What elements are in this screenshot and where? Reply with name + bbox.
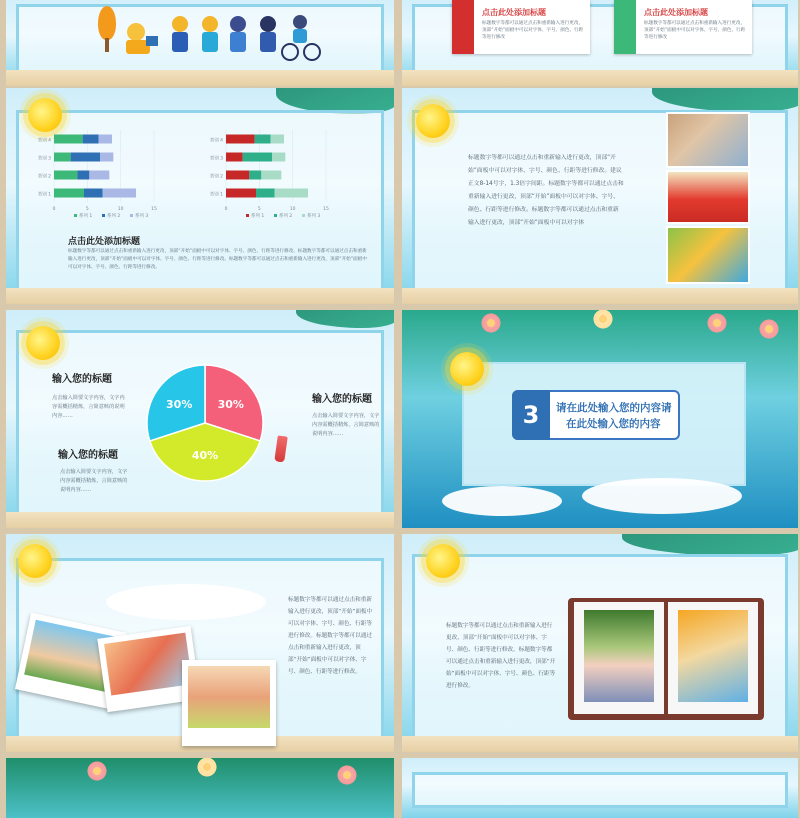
card-title: 点击此处添加标题 — [482, 8, 546, 17]
legend-label: 系列 1 — [251, 214, 265, 219]
bar — [226, 189, 256, 198]
photo-kids — [678, 610, 748, 702]
tick-label: 10 — [289, 207, 296, 212]
bar — [103, 189, 136, 198]
slide-bottom-right[interactable] — [402, 758, 798, 818]
section-line-2: 在此处输入您的内容 — [566, 418, 661, 430]
category-label: 类别 3 — [37, 156, 51, 162]
bar — [89, 171, 109, 180]
bar-chart-right — [206, 124, 376, 224]
tick-label: 15 — [151, 207, 157, 212]
bar — [255, 135, 271, 144]
flower-decoration — [706, 312, 728, 334]
card-title: 点击此处添加标题 — [644, 8, 708, 17]
photo-classroom — [666, 112, 750, 168]
sun-icon — [26, 326, 60, 360]
card-accent — [452, 0, 474, 54]
left-text-2: 点击输入简要文字内容，文字内容需概括精炼，言简意赅的说明内容…… — [60, 469, 128, 493]
card-accent — [614, 0, 636, 54]
slide-book[interactable] — [402, 534, 798, 752]
slide-bar-charts[interactable] — [6, 88, 394, 304]
flower-decoration — [196, 758, 218, 778]
title-card-1[interactable] — [452, 0, 590, 54]
legend-swatch — [74, 214, 77, 217]
slide-polaroids[interactable] — [6, 534, 394, 752]
category-label: 类别 2 — [209, 174, 223, 180]
slide-bottom-left[interactable] — [6, 758, 394, 818]
sun-icon — [426, 544, 460, 578]
card-text: 标题数字等都可以通过点击和重新输入进行更改，顶部“开始”面板中可以对字体、字号、颜色、行距等进行修改 — [482, 21, 584, 40]
bar — [226, 153, 243, 162]
body-text: 标题数字等都可以通过点击和重新输入进行更改，顶部“开始”面板中可以对字体、字号、颜色、行距等进行修改。建议正文8-14号字，1.3倍字间距。标题数字等都可以通过点击和重新输入进行更改，顶部“开始”面板中可以对字体、字号、颜色、行距等进行修改。标题数字等都可以通过点击和重新输入进行更改，顶部“开始”面板中可以对字体 — [468, 155, 624, 226]
legend-swatch — [274, 214, 277, 217]
tick-label: 15 — [323, 207, 329, 212]
slide-pie[interactable] — [6, 310, 394, 528]
slide-photos-text[interactable] — [402, 88, 798, 304]
polaroid-photo-3 — [182, 660, 276, 746]
pie-label: 40% — [191, 448, 219, 462]
bar — [84, 189, 103, 198]
photo-book — [568, 598, 764, 720]
bar — [243, 153, 272, 162]
slide-title-cards[interactable] — [402, 0, 798, 86]
section-title: 点击此处添加标题 — [68, 237, 141, 247]
tick-label: 10 — [117, 207, 124, 212]
left-text-1: 点击输入简要文字内容，文字内容需概括精炼，言简意赅的说明内容…… — [52, 395, 125, 419]
slide-characters[interactable] — [6, 0, 394, 86]
flower-decoration — [480, 312, 502, 334]
bar — [256, 189, 275, 198]
legend-swatch — [302, 214, 305, 217]
pie-label: 30% — [217, 398, 244, 412]
photo-kids-drawing — [666, 226, 750, 284]
bar — [54, 153, 71, 162]
legend-swatch — [130, 214, 133, 217]
category-label: 类别 3 — [209, 156, 223, 162]
palm-leaves — [296, 310, 394, 328]
bar-chart-left — [34, 124, 204, 224]
pie-chart — [140, 358, 270, 488]
bar — [261, 171, 281, 180]
title-card-2[interactable] — [614, 0, 752, 54]
legend-label: 系列 3 — [135, 214, 149, 219]
bar — [249, 171, 261, 180]
left-title-1: 输入您的标题 — [52, 374, 112, 385]
bar — [71, 153, 100, 162]
legend-swatch — [102, 214, 105, 217]
legend-swatch — [246, 214, 249, 217]
sun-icon — [416, 104, 450, 138]
palm-leaves — [622, 534, 798, 556]
legend-label: 系列 3 — [307, 214, 321, 219]
legend-label: 系列 2 — [279, 214, 293, 219]
photo-girl — [584, 610, 654, 702]
category-label: 类别 1 — [209, 192, 223, 198]
cloud — [582, 478, 742, 514]
slide-section[interactable] — [402, 310, 798, 528]
right-title: 输入您的标题 — [312, 394, 372, 405]
tree-illustration — [98, 6, 116, 40]
flower-decoration — [336, 764, 358, 786]
section-banner[interactable] — [512, 390, 680, 440]
category-label: 类别 2 — [37, 174, 51, 180]
photo-kids-red — [666, 170, 750, 224]
legend-label: 系列 1 — [79, 214, 93, 219]
bar — [77, 171, 89, 180]
bar — [272, 153, 285, 162]
bar — [54, 189, 84, 198]
bar — [226, 135, 255, 144]
bar — [271, 135, 284, 144]
tick-label: 0 — [52, 207, 56, 212]
sun-icon — [450, 352, 484, 386]
cloud — [442, 486, 562, 516]
body-text: 标题数字等都可以通过点击和重新输入进行更改，顶部“开始”面板中可以对字体、字号、颜色、行距等进行修改。标题数字等都可以通过点击和重新输入进行更改，顶部“开始”面板中可以对字体、字号、颜色、行距等进行修改。 — [446, 623, 556, 689]
cartoon-characters — [118, 10, 328, 62]
section-body: 标题数字等都可以通过点击和重新输入进行更改，顶部“开始”面板中可以对字体、字号、颜色、行距等进行修改。标题数字等都可以通过点击和重新输入进行更改，顶部“开始”面板中可以对字体、字号、颜色、行距等进行修改。标题数字等都可以通过点击和重新输入进行更改，顶部“开始”面板中可以对字体、字号、颜色、行距等进行修改。 — [68, 249, 367, 270]
category-label: 类别 4 — [37, 138, 51, 144]
tick-label: 5 — [257, 207, 261, 212]
body-text: 标题数字等都可以通过点击和重新输入进行更改，顶部“开始”面板中可以对字体、字号、颜色、行距等进行修改。标题数字等都可以通过点击和重新输入进行更改，顶部“开始”面板中可以对字体、字号、颜色、行距等进行修改。 — [288, 597, 373, 675]
bar — [83, 135, 99, 144]
bar — [100, 153, 113, 162]
card-text: 标题数字等都可以通过点击和重新输入进行更改，顶部“开始”面板中可以对字体、字号、颜色、行距等进行修改 — [644, 21, 746, 40]
right-text: 点击输入简要文字内容，文字内容需概括精炼，言简意赅的说明内容…… — [312, 413, 380, 437]
section-line-1: 请在此处输入您的内容请 — [556, 402, 672, 414]
left-title-2: 输入您的标题 — [58, 450, 118, 461]
bar — [275, 189, 308, 198]
cloud — [106, 584, 266, 620]
flower-decoration — [758, 318, 780, 340]
category-label: 类别 1 — [37, 192, 51, 198]
flower-decoration — [86, 760, 108, 782]
pie-label: 30% — [166, 398, 193, 412]
bar — [99, 135, 112, 144]
bar — [54, 171, 77, 180]
flower-decoration — [592, 310, 614, 330]
tick-label: 5 — [85, 207, 89, 212]
bar — [226, 171, 249, 180]
legend-label: 系列 2 — [107, 214, 121, 219]
tick-label: 0 — [224, 207, 228, 212]
palm-leaves — [652, 88, 798, 112]
section-number-badge: 3 — [512, 390, 550, 440]
category-label: 类别 4 — [209, 138, 223, 144]
sun-icon — [18, 544, 52, 578]
bar — [54, 135, 83, 144]
